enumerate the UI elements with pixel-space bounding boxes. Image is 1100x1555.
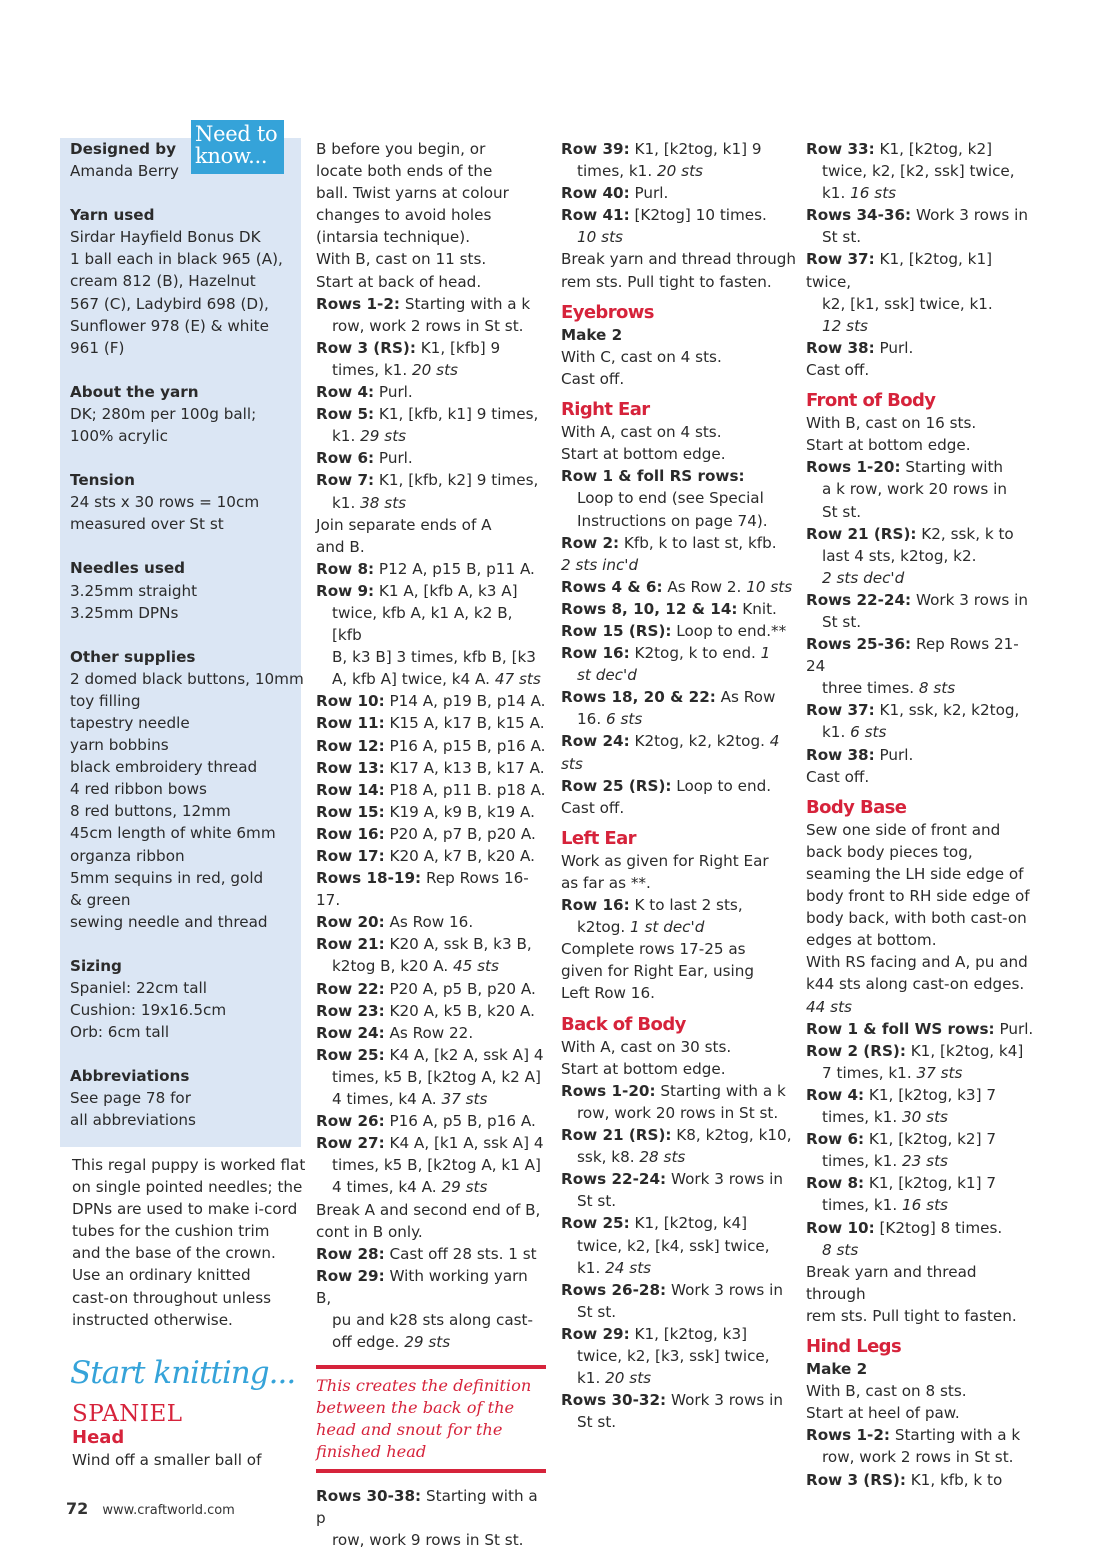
text-line: With B, cast on 11 sts.: [316, 250, 487, 269]
row-cont: k2, [k1, ssk] twice, k1.: [822, 294, 993, 313]
row-cont: k1. 6 sts: [822, 723, 887, 742]
row: Row 37: K1, ssk, k2, k2tog,: [806, 701, 1020, 720]
text-line: Break yarn and thread through: [806, 1262, 977, 1303]
row-cont: k1. 29 sts: [332, 427, 407, 446]
text-line: Make 2: [806, 1360, 868, 1379]
column-3: [561, 138, 796, 1433]
tension-section: [70, 469, 291, 535]
row: Row 40: Purl.: [561, 184, 669, 203]
row-cont: twice, k2, [k3, ssk] twice,: [577, 1346, 770, 1365]
spaniel-heading: SPANIEL: [72, 1400, 183, 1427]
text-line: locate both ends of the: [316, 162, 493, 181]
text-line: Make 2: [561, 325, 623, 344]
text-line: Cast off.: [561, 369, 625, 388]
row-cont: times, k1. 20 sts: [577, 162, 703, 181]
row-cont: St st.: [577, 1192, 617, 1211]
line: 45cm length of white 6mm: [70, 824, 276, 843]
column-1: [60, 138, 306, 1471]
row-cont: k2tog B, k20 A. 45 sts: [332, 957, 499, 976]
line: cream 812 (B), Hazelnut: [70, 272, 256, 291]
row: Row 11: K15 A, k17 B, k15 A.: [316, 714, 545, 733]
line: Cushion: 19x16.5cm: [70, 1001, 227, 1020]
line: 2 domed black buttons, 10mm: [70, 669, 304, 688]
row: Row 1 & foll RS rows:: [561, 467, 745, 486]
text-line: rem sts. Pull tight to fasten.: [561, 272, 772, 291]
yarn-used-section: [70, 204, 291, 359]
line: all abbreviations: [70, 1111, 196, 1130]
row-cont: 16. 6 sts: [577, 710, 643, 729]
row-cont: ssk, k8. 28 sts: [577, 1148, 686, 1167]
line: Sunflower 978 (E) & white: [70, 316, 269, 335]
row: Row 24: As Row 22.: [316, 1023, 474, 1042]
row-cont: St st.: [822, 228, 862, 247]
row-cont: k1. 16 sts: [822, 184, 897, 203]
right-ear-heading: Right Ear: [561, 399, 650, 421]
row-cont: row, work 2 rows in St st.: [822, 1448, 1014, 1467]
row: Row 38: Purl.: [806, 745, 914, 764]
section-title: Yarn used: [70, 206, 155, 225]
column-4: [806, 138, 1038, 1491]
row-cont: twice, k2, [k4, ssk] twice,: [577, 1236, 770, 1255]
line: Wind off a smaller ball of: [72, 1450, 262, 1469]
text-line: With A, cast on 4 sts.: [561, 423, 722, 442]
row: Row 15 (RS): Loop to end.**: [561, 621, 787, 640]
line: organza ribbon: [70, 846, 185, 865]
row: Row 23: K20 A, k5 B, k20 A.: [316, 1001, 535, 1020]
text-line: and B.: [316, 537, 365, 556]
line: instructed otherwise.: [72, 1310, 233, 1329]
text-line: cont in B only.: [316, 1222, 423, 1241]
line: See page 78 for: [70, 1089, 191, 1108]
row: Rows 1-20: Starting with a k: [561, 1081, 786, 1100]
text-line: Start at bottom edge.: [561, 1059, 726, 1078]
row: Row 7: K1, [kfb, k2] 9 times,: [316, 471, 539, 490]
row-cont: 2 sts dec'd: [822, 568, 905, 587]
line: Spaniel: 22cm tall: [70, 979, 207, 997]
line: black embroidery thread: [70, 758, 258, 777]
row: Rows 22-24: Work 3 rows in: [806, 590, 1028, 609]
text-line: k44 sts along cast-on edges.: [806, 975, 1025, 994]
row-cont: twice, kfb A, k1 A, k2 B, [kfb: [332, 603, 513, 645]
text-line: 2 sts inc'd: [561, 555, 639, 574]
row-cont: St st.: [577, 1413, 617, 1432]
row-cont: k2tog. 1 st dec'd: [577, 918, 705, 937]
row: Row 5: K1, [kfb, k1] 9 times,: [316, 405, 539, 424]
line: 3.25mm DPNs: [70, 603, 179, 622]
text-line: Sew one side of front and: [806, 820, 1001, 839]
row-cont: 7 times, k1. 37 sts: [822, 1063, 963, 1082]
row: Row 13: K17 A, k13 B, k17 A.: [316, 758, 545, 777]
row: Row 39: K1, [k2tog, k1] 9: [561, 140, 762, 158]
row: Row 1 & foll WS rows: Purl.: [806, 1019, 1034, 1038]
hind-legs-heading: Hind Legs: [806, 1335, 902, 1357]
body-base-heading: Body Base: [806, 796, 907, 818]
row: Row 41: [K2tog] 10 times.: [561, 206, 767, 225]
row: Row 6: Purl.: [316, 449, 413, 468]
line: measured over St st: [70, 515, 224, 534]
abbreviations-section: [70, 1065, 291, 1131]
row-cont: 12 sts: [822, 316, 868, 335]
row: Row 29: K1, [k2tog, k3]: [561, 1324, 748, 1343]
row-cont: St st.: [822, 502, 862, 521]
line: tubes for the cushion trim: [72, 1222, 270, 1241]
row: Rows 34-36: Work 3 rows in: [806, 206, 1028, 225]
row-cont: times, k1. 20 sts: [332, 360, 458, 379]
need-to-know-box: [60, 138, 304, 1147]
row-cont: three times. 8 sts: [822, 679, 956, 698]
row: Row 21: K20 A, ssk B, k3 B,: [316, 935, 532, 954]
row: Row 26: P16 A, p5 B, p16 A.: [316, 1112, 536, 1131]
row: Row 21 (RS): K2, ssk, k to: [806, 524, 1014, 543]
text-line: With C, cast on 4 sts.: [561, 347, 722, 366]
text-line: Cast off.: [806, 767, 870, 786]
column-2: [316, 138, 546, 1551]
row-cont: last 4 sts, k2tog, k2.: [822, 546, 977, 565]
line: Orb: 6cm tall: [70, 1023, 170, 1042]
row-cont: times, k1. 23 sts: [822, 1152, 948, 1171]
row: Row 16: K2tog, k to end. 1: [561, 644, 771, 663]
page-footer: [66, 1499, 235, 1518]
about-yarn-section: [70, 381, 291, 447]
row: Rows 25-36: Rep Rows 21-24: [806, 635, 1019, 676]
row: Row 33: K1, [k2tog, k2]: [806, 140, 993, 158]
text-line: Work as given for Right Ear: [561, 851, 769, 870]
row-cont: Instructions on page 74).: [577, 511, 768, 530]
pull-quote: This creates the definition between the back of the head and snout for the finished head: [316, 1365, 546, 1473]
row: Row 37: K1, [k2tog, k1] twice,: [806, 250, 993, 291]
line: 5mm sequins in red, gold: [70, 868, 264, 887]
line: Sirdar Hayfield Bonus DK: [70, 228, 261, 247]
row-cont: off edge. 29 sts: [332, 1333, 451, 1352]
needles-section: [70, 557, 291, 623]
text-line: Start at bottom edge.: [806, 436, 971, 455]
row-cont: Loop to end (see Special: [577, 489, 764, 508]
text-line: Cast off.: [561, 798, 625, 817]
line: sewing needle and thread: [70, 912, 268, 931]
row: Rows 30-32: Work 3 rows in: [561, 1391, 783, 1410]
row-cont: B, k3 B] 3 times, kfb B, [k3: [332, 648, 536, 667]
row: Row 12: P16 A, p15 B, p16 A.: [316, 736, 546, 755]
text-line: changes to avoid holes: [316, 206, 492, 225]
section-title: Abbreviations: [70, 1067, 190, 1086]
text-line: Start at heel of paw.: [806, 1404, 960, 1423]
row: Row 2: Kfb, k to last st, kfb.: [561, 533, 777, 552]
row: Row 16: K to last 2 sts,: [561, 896, 743, 915]
row-cont: 4 times, k4 A. 37 sts: [332, 1090, 488, 1109]
row: Row 15: K19 A, k9 B, k19 A.: [316, 802, 535, 821]
row: Row 28: Cast off 28 sts. 1 st: [316, 1244, 537, 1263]
row: Row 10: P14 A, p19 B, p14 A.: [316, 692, 546, 711]
row-cont: twice, k2, [k2, ssk] twice,: [822, 162, 1015, 181]
text-line: body front to RH side edge of: [806, 887, 1030, 906]
row-cont: St st.: [822, 612, 862, 631]
row: Rows 18-19: Rep Rows 16-17.: [316, 869, 529, 910]
row: Row 2 (RS): K1, [k2tog, k4]: [806, 1041, 1024, 1060]
line: DPNs are used to make i-cord: [72, 1200, 298, 1219]
row-cont: k1. 24 sts: [577, 1258, 652, 1277]
row: Row 14: P18 A, p11 B. p18 A.: [316, 780, 546, 799]
section-title: Designed by: [70, 140, 177, 158]
text-line: body back, with both cast-on: [806, 909, 1027, 928]
row: Rows 26-28: Work 3 rows in: [561, 1280, 783, 1299]
row: Rows 30-38: Starting with a p: [316, 1487, 538, 1528]
line: 4 red ribbon bows: [70, 780, 207, 799]
back-of-body-heading: Back of Body: [561, 1013, 686, 1035]
line: 961 (F): [70, 338, 125, 357]
text-line: edges at bottom.: [806, 931, 937, 950]
line: on single pointed needles; the: [72, 1178, 303, 1197]
row: Rows 4 & 6: As Row 2. 10 sts: [561, 577, 793, 596]
row: Row 10: [K2tog] 8 times.: [806, 1218, 1003, 1237]
row: Row 27: K4 A, [k1 A, ssk A] 4: [316, 1134, 544, 1153]
row: Row 8: P12 A, p15 B, p11 A.: [316, 559, 535, 578]
text-line: Join separate ends of A: [316, 515, 492, 534]
row-cont: 4 times, k4 A. 29 sts: [332, 1178, 488, 1197]
row-cont: pu and k28 sts along cast-: [332, 1310, 533, 1329]
row: Row 4: Purl.: [316, 383, 413, 402]
website-link[interactable]: www.craftworld.com: [102, 1503, 235, 1518]
head-heading: Head: [72, 1426, 125, 1448]
row: Rows 1-2: Starting with a k: [806, 1426, 1021, 1445]
row-cont: k1. 20 sts: [577, 1369, 652, 1388]
line: DK; 280m per 100g ball;: [70, 404, 257, 423]
sizing-section: [70, 955, 291, 1043]
front-of-body-heading: Front of Body: [806, 390, 936, 412]
row: Row 38: Purl.: [806, 338, 914, 357]
text-line: ball. Twist yarns at colour: [316, 184, 509, 203]
row: Rows 1-20: Starting with: [806, 458, 1004, 477]
line: cast-on throughout unless: [72, 1288, 272, 1307]
line: yarn bobbins: [70, 736, 169, 755]
row: Row 29: With working yarn B,: [316, 1266, 528, 1307]
line: 3.25mm straight: [70, 581, 198, 600]
section-title: About the yarn: [70, 382, 199, 401]
row-cont: times, k5 B, [k2tog A, k2 A]: [332, 1067, 541, 1086]
row-cont: times, k5 B, [k2tog A, k1 A]: [332, 1156, 541, 1175]
row: Row 25: K1, [k2tog, k4]: [561, 1214, 748, 1233]
section-title: Needles used: [70, 559, 186, 578]
line: Amanda Berry: [70, 162, 179, 181]
row: Row 8: K1, [k2tog, k1] 7: [806, 1174, 996, 1193]
row: Row 4: K1, [k2tog, k3] 7: [806, 1085, 996, 1104]
row: Row 16: P20 A, p7 B, p20 A.: [316, 824, 536, 843]
row-cont: row, work 20 rows in St st.: [577, 1103, 779, 1122]
row-cont: row, work 2 rows in St st.: [332, 316, 524, 335]
row: Row 17: K20 A, k7 B, k20 A.: [316, 847, 535, 865]
row: Row 25 (RS): Loop to end.: [561, 776, 772, 795]
text-line: Start at back of head.: [316, 272, 482, 291]
text-line: back body pieces tog,: [806, 842, 973, 861]
text-line: With RS facing and A, pu and: [806, 953, 1028, 972]
line: 24 sts x 30 rows = 10cm: [70, 493, 260, 512]
row-cont: St st.: [577, 1302, 617, 1321]
row: Rows 18, 20 & 22: As Row: [561, 688, 776, 707]
text-line: given for Right Ear, using: [561, 962, 755, 981]
row-cont: times, k1. 30 sts: [822, 1108, 948, 1127]
line: 567 (C), Ladybird 698 (D),: [70, 294, 269, 313]
line: 1 ball each in black 965 (A),: [70, 250, 283, 269]
row: Row 20: As Row 16.: [316, 913, 474, 932]
row-cont: 8 sts: [822, 1240, 859, 1259]
intro-paragraph: [60, 1154, 306, 1331]
row-cont: times, k1. 16 sts: [822, 1196, 948, 1215]
line: & green: [70, 890, 131, 909]
line: 100% acrylic: [70, 427, 168, 446]
section-title: Sizing: [70, 956, 122, 975]
start-knitting-heading: Start knitting...: [70, 1354, 296, 1391]
row: Row 3 (RS): K1, [kfb] 9: [316, 338, 501, 357]
text-line: Start at bottom edge.: [561, 445, 726, 464]
need-to-know-badge: Need to know...: [191, 120, 284, 174]
left-ear-heading: Left Ear: [561, 827, 636, 849]
row: Row 22: P20 A, p5 B, p20 A.: [316, 979, 536, 998]
line: This regal puppy is worked flat: [72, 1156, 306, 1174]
page-number: 72: [66, 1499, 89, 1518]
row: Row 6: K1, [k2tog, k2] 7: [806, 1130, 996, 1149]
row-cont: k1. 38 sts: [332, 493, 407, 512]
row: Rows 1-2: Starting with a k: [316, 294, 531, 313]
text-line: (intarsia technique).: [316, 228, 471, 247]
supplies-section: [70, 646, 304, 933]
row: Row 21 (RS): K8, k2tog, k10,: [561, 1126, 792, 1145]
line: 8 red buttons, 12mm: [70, 802, 231, 821]
row: Row 3 (RS): K1, kfb, k to: [806, 1470, 1003, 1489]
text-line: Complete rows 17-25 as: [561, 940, 746, 959]
row: Rows 8, 10, 12 & 14: Knit.: [561, 599, 777, 618]
eyebrows-heading: Eyebrows: [561, 301, 654, 323]
row: Rows 22-24: Work 3 rows in: [561, 1170, 783, 1189]
line: toy filling: [70, 691, 141, 710]
text-line: B before you begin, or: [316, 140, 486, 158]
row-cont: 10 sts: [577, 228, 623, 247]
row-cont: row, work 9 rows in St st.: [332, 1531, 524, 1550]
text-line: seaming the LH side edge of: [806, 865, 1024, 883]
text-line: Cast off.: [806, 360, 870, 379]
row: Row 24: K2tog, k2, k2tog. 4 sts: [561, 732, 780, 773]
line: and the base of the crown.: [72, 1244, 276, 1263]
text-line: Break yarn and thread through: [561, 250, 797, 269]
line: Use an ordinary knitted: [72, 1266, 251, 1285]
head-first-line: [60, 1449, 301, 1471]
text-line: With B, cast on 8 sts.: [806, 1382, 967, 1401]
text-line: Left Row 16.: [561, 984, 655, 1003]
section-title: Other supplies: [70, 647, 196, 666]
row: Row 25: K4 A, [k2 A, ssk A] 4: [316, 1045, 544, 1064]
text-line: Break A and second end of B,: [316, 1200, 541, 1219]
text-line: 44 sts: [806, 997, 852, 1016]
text-line: rem sts. Pull tight to fasten.: [806, 1306, 1017, 1325]
text-line: With B, cast on 16 sts.: [806, 414, 977, 433]
line: tapestry needle: [70, 713, 190, 732]
row-cont: st dec'd: [577, 666, 637, 685]
text-line: as far as **.: [561, 874, 651, 892]
section-title: Tension: [70, 471, 135, 490]
row-cont: A, kfb A] twice, k4 A. 47 sts: [332, 670, 541, 689]
text-line: With A, cast on 30 sts.: [561, 1037, 732, 1056]
row-cont: a k row, work 20 rows in: [822, 480, 1007, 499]
row: Row 9: K1 A, [kfb A, k3 A]: [316, 581, 518, 600]
